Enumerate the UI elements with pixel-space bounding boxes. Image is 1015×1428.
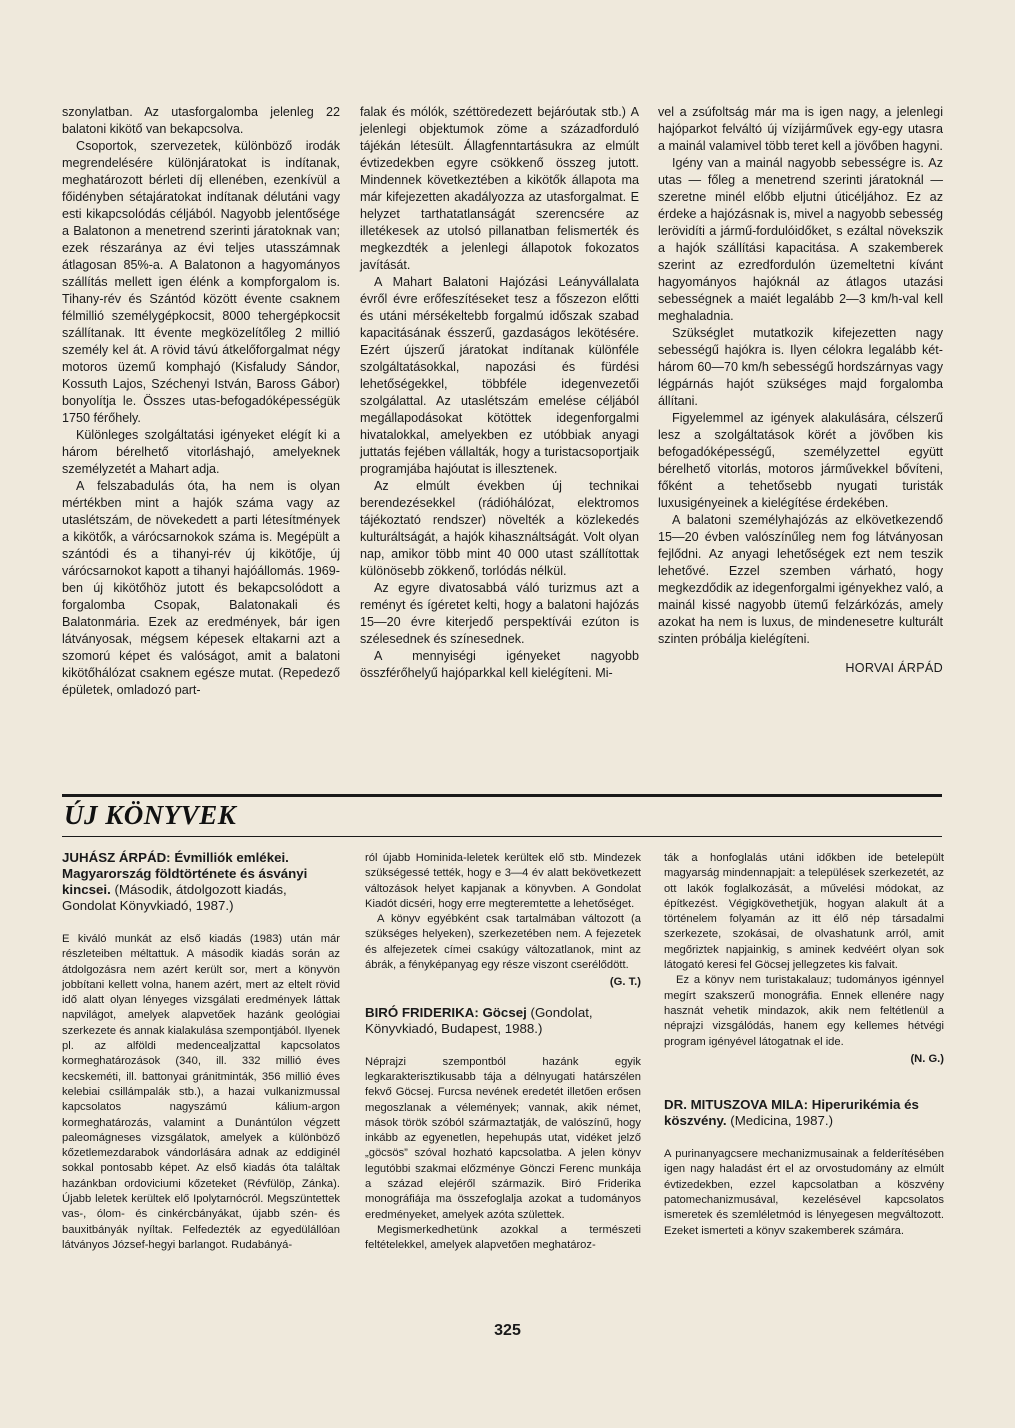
book-author: JUHÁSZ ÁRPÁD: xyxy=(62,850,171,865)
article-paragraph: Csoportok, szervezetek, különböző irodák megrendelésére különjáratokat is indítanak, meghatározott bérleti díj ellenében, ezenkívül a főidényben sétajáratokat indítanak délutáni vagy esti kikapcsolódás céljából. Nagyobb jelentősége a Balatonon a menetrend szerinti járatoknak van; ezek részaránya az évi teljes utasszámnak átlagosan 85%-a. A Balatonon a hagyományos szállítás mellett igen élénk a kompforgalom is. Tihany-rév és Szántód között évente csaknem félmillió személygépkocsit, 8000 tehergépkocsit szállítanak. Itt évente megközelítőleg 2 millió személy kel át. A rövid távú átkelőforgalmat négy motoros üzemű komphajó (Kisfaludy Sándor, Kossuth Lajos, Széchenyi István, Baross Gábor) bonyolítja le. Összes utas-befogadóképességük 1750 férőhely. xyxy=(62,139,340,425)
review-paragraph: A purinanyagcsere mechanizmusainak a felderítésében igen nagy haladást ért el az orvostudomány az elmúlt évtizedekben, ezzel kapcsolatban a köszvény patomechanizmusával, kezelésével kapcsolatos ismeretek és szemléletmód is lényegesen megváltozott. Ezeket ismerteti a könyv szakemberek számára. xyxy=(664,1148,944,1237)
book-title: Évmilliók emlékei. Magyarország földtörténete és ásványi kincsei. xyxy=(62,850,308,897)
review-paragraph: Néprajzi szempontból hazánk egyik legkarakterisztikusabb tája a délnyugati határszélen fekvő Göcsej. Furcsa nevének eredetét illetően erősen megoszlanak a vélemények; vannak, akik német, mások török szóból származtatják, de valószínű, hogy inkább az egyenetlen, hepehupás utat, vidéket jelző „göcsös” szóval hozható kapcsolatba. A jelen könyv legutóbbi szakmai előzménye Gönczi Ferenc munkája a század elejéről származik. Biró Friderika monográfiája ma összefoglalja azokat a tudományos eredményeket, amelyek azóta születtek. xyxy=(365,1055,641,1221)
article-paragraph: vel a zsúfoltság már ma is igen nagy, a jelenlegi hajóparkot felváltó új vízijárművek egy-egy utasra a mainál valamivel több teret kell a jövőben hagyni. xyxy=(658,105,943,153)
review-column-2 xyxy=(365,851,641,1254)
book-heading xyxy=(365,1005,641,1037)
section-rule-bottom xyxy=(62,836,942,837)
book-author: DR. MITUSZOVA MILA: xyxy=(664,1097,809,1113)
article-column-2 xyxy=(360,104,639,682)
book-heading xyxy=(62,850,340,914)
article-paragraph: Különleges szolgáltatási igényeket elégít ki a három bérelhető vitorláshajó, amelyeknek személyzetét a Mahart adja. xyxy=(62,428,340,476)
article-paragraph: Az egyre divatosabbá váló turizmus azt a reményt és ígéretet kelti, hogy a balatoni hajózás 15—20 évre kiterjedő perspektívái ezúton is szélesednek és színesednek. xyxy=(360,581,639,646)
article-paragraph: A balatoni személyhajózás az elkövetkezendő 15—20 évben valószínűleg nem fog látványosan fejlődni. Az anyagi lehetőségek ezt nem teszik lehetővé. Ezzel szemben várható, hogy megkezdődik az idegenforgalmi igényekhez való, a mainál kissé nagyobb ütemű felzárkózás, amely azokat ha nem is luxus, de mindenesetre kulturált szinten próbálja kielégíteni. xyxy=(658,513,943,646)
review-paragraph: E kiváló munkát az első kiadás (1983) után már részleteiben méltattuk. A második kiadás során az átdolgozásra nem azért került sor, mert a könyvön jobbítani kellett volna, hanem azért, mert az eltelt rövid idő alatt olyan lényeges vizsgálati eredmények láttak napvilágot, amelyek alapvetőek hazánk geológiai szerkezete és annak kialakulása szempontjából. Ilyenek pl. az alföldi medencealjzattal kapcsolatos kormeghatározások (340, ill. 332 millió éves kecskeméti, ill. battonyai gránitminták, 356 millió éves kelebiai csillámpalák stb.), a hazai vulkanizmussal kapcsolatos nagyszámú kálium-argon kormeghatározás, valamint a Dunántúlon végzett paleomágneses vizsgálatok, amelyek a különböző kőzetlemezdarabok vándorlására adnak az eddiginél sokkal pontosabb képet. Az első kiadás óta találtak hazánkban ordoviciumi kőzeteket (Révfülöp, Zánka). Újabb leletek kerültek elő Ipolytarnócról. Megszüntettek vas-, ólom- és cinkércbányákat, újabb szén- és bauxitbányák nyíltak. Felfedezték az egyedülállóan látványos József-hegyi barlangot. Rudabányá- xyxy=(62,933,340,1251)
article-paragraph: Figyelemmel az igények alakulására, célszerű lesz a szolgáltatások körét a jövőben kis befogadóképességű, személyzettel együtt bérelhető vitorlás, motoros járművekkel bővíteni, főként a tehetősebb nyugati turisták luxusigényeinek a kielégítése érdekében. xyxy=(658,411,943,510)
article-paragraph: A felszabadulás óta, ha nem is olyan mértékben mint a hajók száma vagy az utaslétszám, de növekedett a parti létesítmények a kikötők, a várócsarnokok száma is. Megépült a szántódi és a tihanyi-rév új kikötője, új várócsarnokot kapott a tihanyi hajóállomás. 1969-ben új kikötőhöz jutott és bekapcsolódott a forgalomba Csopak, Balatonakali és Balatonmária. Ezek az eredmények, bár igen látványosak, mégsem képesek eltakarni azt a szomorú képet és valóságot, amit a balatoni kikötőhálózat csaknem egésze mutat. (Repedező épületek, omladozó part- xyxy=(62,479,340,697)
section-rule-top xyxy=(62,794,942,797)
article-author: HORVAI ÁRPÁD xyxy=(845,661,943,675)
review-column-1 xyxy=(62,850,340,1253)
article-paragraph: Szükséglet mutatkozik kifejezetten nagy sebességű hajókra is. Ilyen célokra legalább két-három 60—70 km/h sebességű hordszárnyas vagy légpárnás hajót szükséges majd forgalomba állítani. xyxy=(658,326,943,408)
article-paragraph: falak és mólók, széttöredezett bejáróutak stb.) A jelenlegi objektumok zöme a századforduló tájékán létesült. Állagfenntartásukra az elmúlt évtizedekben egyre csökkenő összeg jutott. Mindennek következtében a kikötők állapota ma már kifejezetten akadályozza az utasforgalmat. E helyzet tarthatatlanságát szerencsére az illetékesek az utolsó pillanatban felismerték és megkezdték a jelenlegi állapotok fokozatos javítását. xyxy=(360,105,639,272)
book-title: Hiperurikémia és köszvény. xyxy=(664,1097,919,1129)
book-details: (Medicina, 1987.) xyxy=(730,1113,834,1129)
article-column-1 xyxy=(62,104,340,699)
book-title: Göcsej xyxy=(482,1004,527,1020)
review-column-3 xyxy=(664,851,944,1239)
review-paragraph: Ez a könyv nem turistakalauz; tudományos igénnyel megírt szakszerű monográfia. Ennek ellenére nagy hasznát vehetik mindazok, akik nem feltétlenül a néprajzi vizsgálódás, hanem egy kellemes hétvégi program igényével látogatnak el ide. xyxy=(664,974,944,1048)
article-paragraph: A Mahart Balatoni Hajózási Leányvállalata évről évre erőfeszítéseket tesz a főszezon előtti és utáni mérsékeltebb forgalmú időszak szabad kapacitásának ésszerű, gazdaságos lekötésére. Ezért újszerű járatokat indítanak különféle szolgáltatásokkal, napozási és fürdési lehetőségekkel, többféle idegenvezetői szolgálattal. Az utaslétszám emelése céljából megállapodásokat kötöttek idegenforgalmi hivatalokkal, amelyekben ez utóbbiak anyagi juttatás fejében vállalták, hogy a turistacsoportjaik programjába hajóutat is illesztenek. xyxy=(360,275,639,476)
book-details: (Második, átdolgozott kiadás, Gondolat Könyvkiadó, 1987.) xyxy=(62,882,287,913)
book-heading xyxy=(664,1097,944,1129)
review-paragraph: ról újabb Hominida-leletek kerültek elő stb. Mindezek szükségessé tették, hogy e 3—4 év alatt bekövetkezett változások helyet kapjanak a könyvben. A Gondolat Kiadót dicséri, hogy erre megteremtette a lehetőséget. xyxy=(365,852,641,910)
review-paragraph: ták a honfoglalás utáni időkben ide betelepült magyarság mindennapjait: a települések szerkezetét, az ott lakók foglalkozását, a művelési módokat, az építkezést. Végigkövethetjük, hogyan alakult át a történelem folyamán az itt élő nép társadalmi szerkezete, szokásai, de olvashatunk arról, amit megőriztek napjainkig, s aminek kedvéért olyan sok látogató keresi fel Göcsej jellegzetes kis falvait. xyxy=(664,852,944,972)
book-details: (Gondolat, Könyvkiadó, Budapest, 1988.) xyxy=(365,1004,593,1036)
page-number: 325 xyxy=(494,1322,521,1339)
article-column-3 xyxy=(658,104,943,677)
review-paragraph: A könyv egyébként csak tartalmában változott (a szükséges helyeken), szerkezetében nem. A fejezetek és alfejezetek címei csakúgy változatlanok, mint az ábrák, a fényképanyag egy része viszont cserélődött. xyxy=(365,913,641,972)
book-author: BIRÓ FRIDERIKA: xyxy=(365,1004,479,1020)
article-paragraph: szonylatban. Az utasforgalomba jelenleg 22 balatoni kikötő van bekapcsolva. xyxy=(62,105,340,136)
review-initials: (N. G.) xyxy=(910,1052,944,1065)
review-paragraph: Megismerkedhetünk azokkal a természeti feltételekkel, amelyek alapvetően meghatároz- xyxy=(365,1223,641,1252)
section-title: ÚJ KÖNYVEK xyxy=(64,800,237,830)
article-paragraph: Igény van a mainál nagyobb sebességre is. Az utas — főleg a menetrend szerinti járatoknál — szeretne minél előbb eljutni úticéljához. Ez az érdeke a hajózásnak is, mivel a nagyobb sebesség lerövidíti a jármű-fordulóidőket, s ezáltal növekszik a hajók szállítási kapacitása. A szakemberek szerint az ezredfordulón üzemeltetni kívánt hagyományos hajóknál az átlagos utazási sebességnek a maiét legalább 2—3 km/h-val kell meghaladnia. xyxy=(658,156,943,323)
article-paragraph: Az elmúlt években új technikai berendezésekkel (rádióhálózat, elektromos tájékoztató rendszer) növelték a közlekedés kulturáltságát, a hajók kihasználtságát. Volt olyan nap, amikor több mint 40 000 utast szállítottak különösebb zökkenő, torlódás nélkül. xyxy=(360,479,639,578)
article-paragraph: A mennyiségi igényeket nagyobb összférőhelyű hajóparkkal kell kielégíteni. Mi- xyxy=(360,649,639,680)
review-initials: (G. T.) xyxy=(609,976,641,989)
